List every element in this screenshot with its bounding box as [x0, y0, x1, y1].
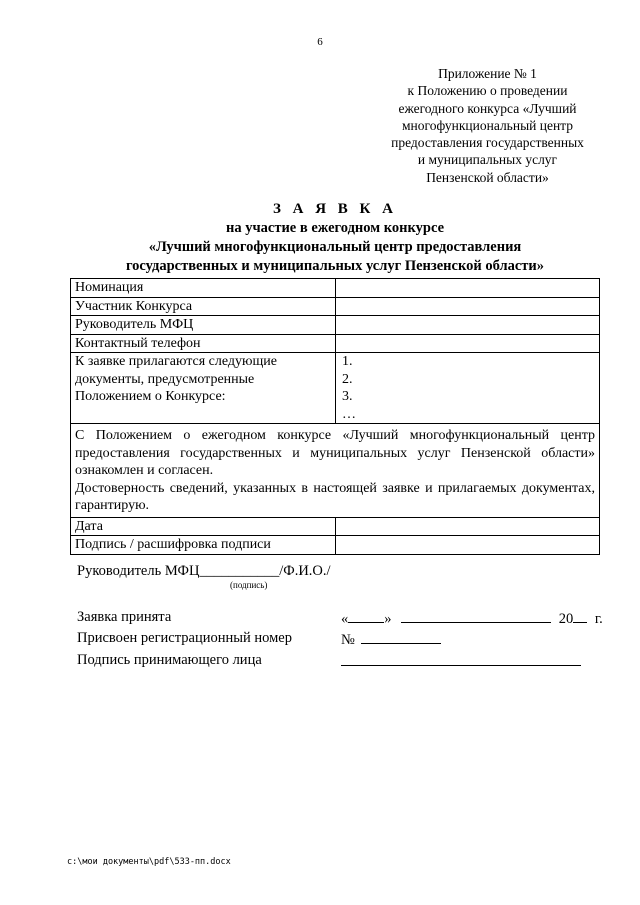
- attachments-label-line: документы, предусмотренные: [75, 371, 255, 387]
- head-signature-line: Руководитель МФЦ___________/Ф.И.О./: [77, 563, 331, 579]
- year-prefix: 20: [558, 611, 574, 627]
- attachments-label-line: К заявке прилагаются следующие: [75, 354, 277, 369]
- day-blank[interactable]: [348, 609, 384, 623]
- table-row: [71, 536, 600, 555]
- appendix-line: к Положению о проведении: [407, 83, 568, 99]
- appendix-line: Пензенской области»: [426, 169, 549, 185]
- guarantee-text: Достоверность сведений, указанных в настоящей заявке и прилагаемых документах, гарантирую.: [75, 480, 595, 513]
- table-row: [71, 334, 600, 353]
- date-quote-open: «: [341, 611, 349, 627]
- accepted-label: Заявка принята: [77, 609, 172, 625]
- signature-field[interactable]: [336, 536, 600, 555]
- reg-number-label: Присвоен регистрационный номер: [77, 630, 292, 646]
- phone-label: Контактный телефон: [71, 334, 336, 353]
- table-row: [71, 297, 600, 316]
- signer-blank[interactable]: [341, 652, 581, 666]
- reg-number-blank[interactable]: [361, 630, 441, 644]
- table-row: [71, 353, 600, 424]
- attachments-label-line: Положением о Конкурсе:: [75, 389, 226, 404]
- appendix-line: и муниципальных услуг: [417, 152, 558, 168]
- date-field[interactable]: [336, 517, 600, 536]
- participant-field[interactable]: [336, 297, 600, 316]
- attachments-list[interactable]: [336, 353, 600, 424]
- attachments-label: [71, 353, 336, 424]
- statement-text: С Положением о ежегодном конкурсе «Лучший многофункциональный центр предоставления государственных и муниципальных услуг Пензенской области» ознакомлен и согласен.: [75, 428, 595, 478]
- year-suffix: г.: [594, 611, 603, 627]
- title-heading: З А Я В К А: [272, 201, 398, 217]
- attachment-item: 2.: [342, 371, 353, 387]
- appendix-line: предоставления государственных: [391, 135, 584, 151]
- date-quote-close: »: [384, 611, 392, 627]
- file-path-footer: c:\мои документы\pdf\533-пп.docx: [67, 857, 231, 867]
- appendix-line: многофункциональный центр: [402, 117, 573, 133]
- title-line: на участие в ежегодном конкурсе: [225, 220, 445, 236]
- head-field[interactable]: [336, 316, 600, 335]
- attachment-item: 1.: [342, 354, 353, 369]
- attachment-item: …: [342, 406, 356, 422]
- table-row: [71, 424, 600, 518]
- signer-label: Подпись принимающего лица: [77, 652, 262, 668]
- title-line: государственных и муниципальных услуг Пензенской области»: [125, 258, 545, 274]
- application-form-table: [70, 278, 600, 555]
- nomination-label: Номинация: [71, 279, 336, 298]
- accepted-date[interactable]: [341, 609, 603, 628]
- appendix-header: [360, 65, 615, 186]
- phone-field[interactable]: [336, 334, 600, 353]
- document-title: [0, 200, 640, 276]
- page-number: 6: [317, 36, 323, 48]
- table-row: [71, 279, 600, 298]
- date-label: Дата: [71, 517, 336, 536]
- year-blank[interactable]: [573, 609, 587, 623]
- head-label: Руководитель МФЦ: [71, 316, 336, 335]
- participant-label: Участник Конкурса: [71, 297, 336, 316]
- statement-cell: [71, 424, 600, 518]
- table-row: [71, 316, 600, 335]
- month-blank[interactable]: [401, 609, 551, 623]
- reg-number-field[interactable]: [341, 630, 441, 649]
- nomination-field[interactable]: [336, 279, 600, 298]
- table-row: [71, 517, 600, 536]
- title-line: «Лучший многофункциональный центр предоставления: [148, 239, 522, 255]
- signature-caption: (подпись): [230, 580, 268, 590]
- appendix-line: ежегодного конкурса «Лучший: [398, 100, 577, 116]
- number-sign: №: [341, 632, 355, 648]
- signer-field[interactable]: [341, 652, 581, 671]
- appendix-line: Приложение № 1: [438, 66, 537, 81]
- attachment-item: 3.: [342, 389, 353, 404]
- signature-row-label: Подпись / расшифровка подписи: [71, 536, 336, 555]
